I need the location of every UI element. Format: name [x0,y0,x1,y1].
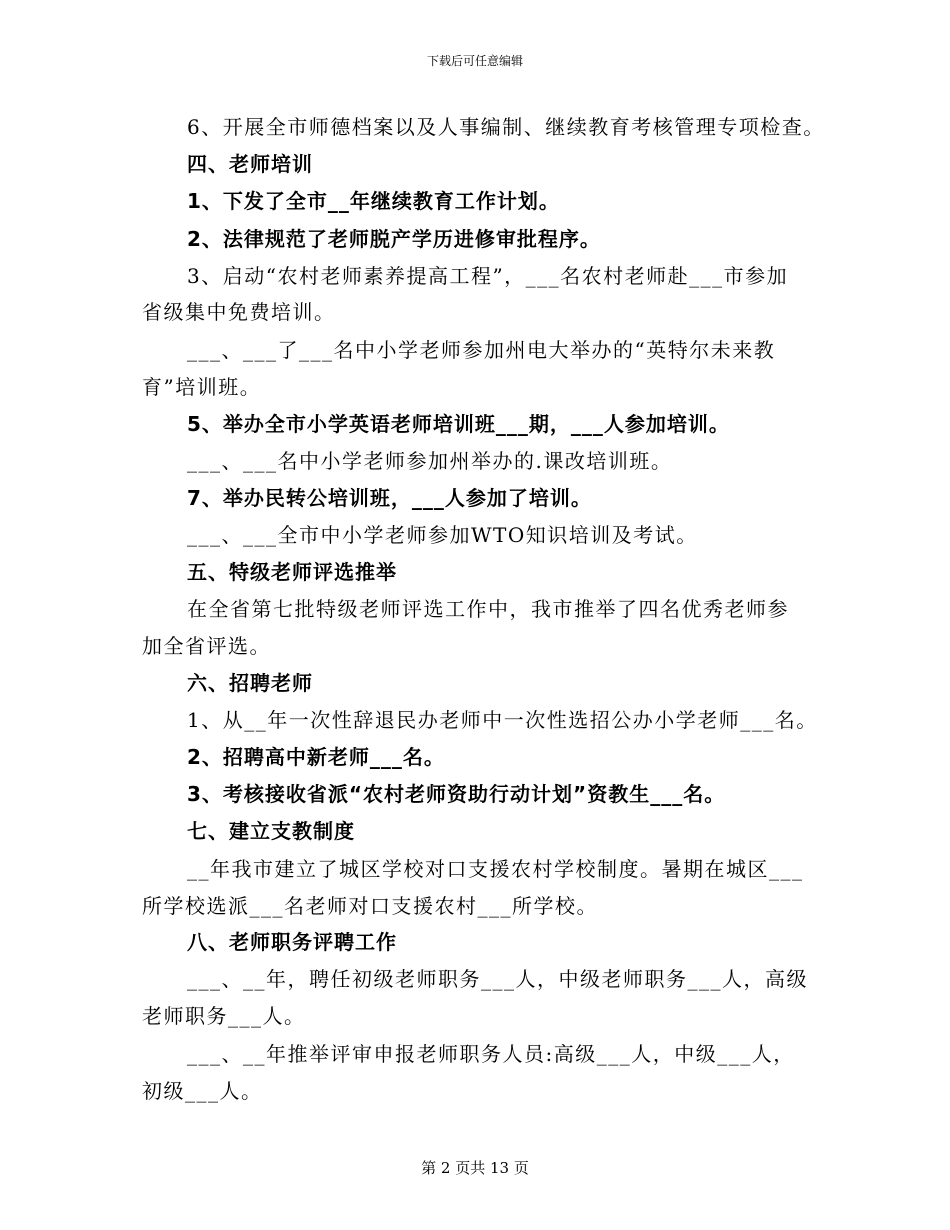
text-line: 3、启动“农村老师素养提高工程”，___名农村老师赴___市参加 [187,264,789,288]
text-line: 2、招聘高中新老师___名。 [187,745,445,769]
text-line: 1、下发了全市__年继续教育工作计划。 [187,189,560,213]
text-line: 6、开展全市师德档案以及人事编制、继续教育考核管理专项检查。 [187,115,825,139]
text-line: 所学校选派___名老师对口支援农村___所学校。 [142,894,598,918]
text-line: 在全省第七批特级老师评选工作中，我市推举了四名优秀老师参 [187,597,789,621]
section-heading: 八、老师职务评聘工作 [187,930,397,954]
section-heading: 七、建立支教制度 [187,819,355,843]
section-heading: 四、老师培训 [187,152,313,176]
text-line: ___、__年，聘任初级老师职务___人，中级老师职务___人，高级 [187,967,808,991]
page-footer: 第 2 页共 13 页 [421,1159,529,1177]
section-heading: 五、特级老师评选推举 [187,560,397,584]
text-line: 2、法律规范了老师脱产学历进修审批程序。 [187,227,601,251]
text-line: 老师职务___人。 [142,1004,306,1028]
text-line: 3、考核接收省派“农村老师资助行动计划”资教生___名。 [187,782,726,806]
text-line: ___、___全市中小学老师参加WTO知识培训及考试。 [187,523,698,547]
text-line: 1、从__年一次性辞退民办老师中一次性选招公办小学老师___名。 [187,708,818,732]
text-line: ___、___名中小学老师参加州举办的.课改培训班。 [187,449,673,473]
text-line: 加全省评选。 [142,634,271,658]
text-line: 5、举办全市小学英语老师培训班___期，___人参加培训。 [187,412,730,436]
text-line: 7、举办民转公培训班，___人参加了培训。 [187,486,592,510]
text-line: 省级集中免费培训。 [142,300,336,324]
text-line: 育”培训班。 [142,375,262,399]
text-line: __年我市建立了城区学校对口支援农村学校制度。暑期在城区___ [187,857,804,881]
text-line: ___、__年推举评审申报老师职务人员:高级___人，中级___人， [187,1042,795,1066]
text-line: 初级___人。 [142,1079,263,1103]
text-line: ___、___了___名中小学老师参加州电大举办的“英特尔未来教 [187,338,776,362]
page-header: 下载后可任意编辑 [426,54,523,68]
section-heading: 六、招聘老师 [187,671,313,695]
